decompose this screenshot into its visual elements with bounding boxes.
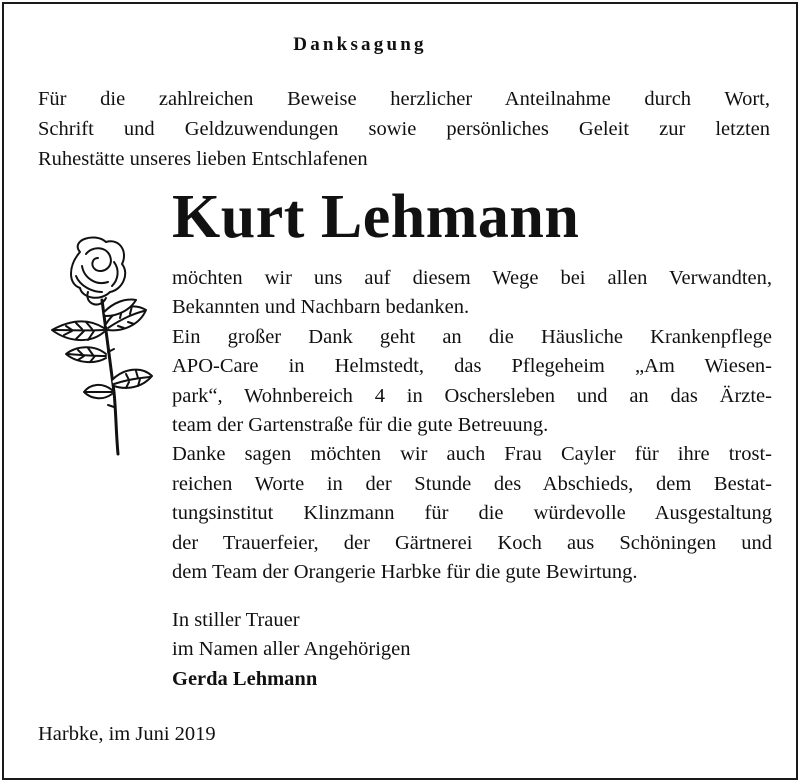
deceased-name: Kurt Lehmann [172, 183, 580, 251]
body-line: APO-Care in Helmstedt, das Pflegeheim „Am Wiesen- [172, 355, 772, 378]
signature: Gerda Lehmann [172, 667, 318, 690]
closing-line-mourning: In stiller Trauer [172, 609, 300, 631]
body-line: dem Team der Orangerie Harbke für die gute Bewirtung. [172, 561, 638, 584]
intro-line: Schrift und Geldzuwendungen sowie persönliches Geleit zur letzten [38, 118, 770, 140]
body-line: Ein großer Dank geht an die Häusliche Krankenpflege [172, 325, 772, 348]
intro-line: Ruhestätte unseres lieben Entschlafenen [38, 148, 368, 170]
intro-line: Für die zahlreichen Beweise herzlicher Anteilnahme durch Wort, [38, 88, 770, 110]
intro-paragraph [38, 84, 770, 174]
body-line: tungsinstitut Klinzmann für die würdevolle Ausgestaltung [172, 502, 772, 525]
body-line: Danke sagen möchten wir auch Frau Cayler für ihre trost- [172, 443, 772, 466]
body-paragraph [172, 264, 772, 587]
body-line: Bekannten und Nachbarn bedanken. [172, 296, 470, 319]
closing-block [172, 606, 411, 694]
obituary-notice [2, 2, 798, 780]
place-date: Harbke, im Juni 2019 [38, 723, 216, 745]
closing-line-family: im Namen aller Angehörigen [172, 638, 411, 661]
body-line: team der Gartenstraße für die gute Betreuung. [172, 414, 549, 437]
body-line: park“, Wohnbereich 4 in Oschersleben und an das Ärzte- [172, 384, 772, 407]
notice-heading: Danksagung [293, 34, 427, 55]
rose-icon [40, 232, 160, 462]
body-line: reichen Worte in der Stunde des Abschieds, dem Bestat- [172, 472, 772, 495]
body-line: möchten wir uns auf diesem Wege bei allen Verwandten, [172, 267, 772, 289]
body-line: der Trauerfeier, der Gärtnerei Koch aus Schöningen und [172, 531, 772, 554]
